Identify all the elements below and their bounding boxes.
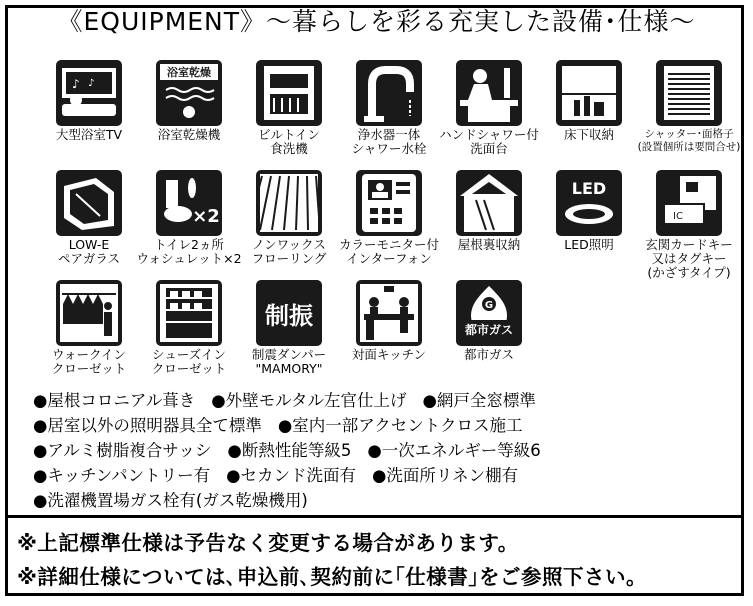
feature-item: ●室内一部アクセントクロス施工 xyxy=(277,416,523,435)
equipment-label xyxy=(34,348,144,376)
shoes-closet-icon xyxy=(156,280,222,346)
faucet-icon xyxy=(356,60,422,126)
equipment-item xyxy=(534,60,644,142)
equipment-label xyxy=(134,238,244,266)
equipment-item xyxy=(134,170,244,266)
note-line-2: ※詳細仕様については､申込前､契約前に｢仕様書｣をご参照下さい。 xyxy=(17,565,648,589)
equipment-item xyxy=(134,60,244,142)
equipment-label xyxy=(34,128,144,142)
shutter-icon xyxy=(656,60,722,126)
page-title: 《EQUIPMENT》〜暮らしを彩る充実した設備･仕様〜 xyxy=(57,7,696,36)
equipment-label-line: インターフォン xyxy=(346,251,432,266)
kitchen-icon xyxy=(356,280,422,346)
equipment-label-line: 対面キッチン xyxy=(351,347,427,362)
equipment-item xyxy=(634,60,744,154)
svg-text:都市ガス: 都市ガス xyxy=(464,323,514,337)
led-light-icon xyxy=(556,170,622,236)
equipment-item xyxy=(34,170,144,266)
feature-item: ●網戸全窓標準 xyxy=(422,391,536,410)
equipment-label-line: 又はタグキー xyxy=(651,251,727,266)
equipment-label-line: (設置個所は要問合せ) xyxy=(637,141,741,153)
equipment-label-line: ビルトイン xyxy=(258,127,320,142)
equipment-label-line: ウォシュレット×2 xyxy=(136,251,242,266)
dishwasher-icon xyxy=(256,60,322,126)
feature-item: ●屋根コロニアル葺き xyxy=(33,391,196,410)
svg-text:×2: ×2 xyxy=(192,206,220,227)
note-line-1: ※上記標準仕様は予告なく変更する場合があります。 xyxy=(17,531,519,555)
card-key-icon xyxy=(656,170,722,236)
svg-text:♪: ♪ xyxy=(88,78,95,89)
svg-text:LED: LED xyxy=(571,179,607,198)
toilet-icon xyxy=(156,170,222,236)
equipment-label-line: 玄関カードキー xyxy=(645,237,733,252)
equipment-label-line: シューズイン xyxy=(152,347,226,362)
intercom-icon xyxy=(356,170,422,236)
feature-item: ●居室以外の照明器具全て標準 xyxy=(33,416,262,435)
equipment-label xyxy=(434,238,544,252)
equipment-item xyxy=(434,60,544,156)
equipment-item xyxy=(534,170,644,252)
equipment-label xyxy=(434,348,544,362)
equipment-label xyxy=(134,128,244,142)
feature-row xyxy=(33,438,733,463)
bathroom-tv-icon xyxy=(56,60,122,126)
equipment-label-line: 屋根裏収納 xyxy=(457,237,521,252)
feature-row xyxy=(33,463,733,488)
equipment-label-line: (かざすタイプ) xyxy=(647,265,731,280)
equipment-item xyxy=(334,60,444,156)
equipment-label xyxy=(234,348,344,376)
washbasin-icon xyxy=(456,60,522,126)
equipment-label xyxy=(334,128,444,156)
equipment-label-line: 洗面台 xyxy=(470,141,508,156)
equipment-label xyxy=(334,348,444,362)
equipment-label xyxy=(634,238,744,280)
feature-row xyxy=(33,488,733,513)
equipment-label xyxy=(534,128,644,142)
equipment-label-line: トイレ2ヵ所 xyxy=(154,237,224,252)
equipment-label-line: カラーモニター付 xyxy=(338,237,439,252)
feature-item: ●キッチンパントリー有 xyxy=(33,466,211,485)
equipment-label xyxy=(534,238,644,252)
equipment-label-line: "MAMORY" xyxy=(255,361,323,376)
equipment-label-line: ハンドシャワー付 xyxy=(439,127,539,142)
svg-text:IC: IC xyxy=(673,211,683,222)
equipment-item xyxy=(234,280,344,376)
equipment-label-line: シャワー水栓 xyxy=(351,141,427,156)
svg-text:♪: ♪ xyxy=(72,77,80,91)
equipment-label xyxy=(434,128,544,156)
equipment-item xyxy=(34,60,144,142)
equipment-label-line: LED照明 xyxy=(564,237,614,252)
equipment-label-line: 大型浴室TV xyxy=(55,127,123,142)
equipment-item xyxy=(334,170,444,266)
equipment-label xyxy=(234,128,344,156)
feature-item: ●洗面所リネン棚有 xyxy=(372,466,519,485)
city-gas-icon xyxy=(456,280,522,346)
equipment-label-line: 床下収納 xyxy=(563,127,614,142)
svg-text:浴室乾燥: 浴室乾燥 xyxy=(167,66,211,79)
equipment-label xyxy=(34,238,144,266)
feature-row xyxy=(33,413,733,438)
flooring-icon xyxy=(256,170,322,236)
equipment-label-line: フローリング xyxy=(251,251,327,266)
equipment-label-line: 浄水器一体 xyxy=(357,127,421,142)
equipment-label-line: ノンワックス xyxy=(252,237,326,252)
damper-icon xyxy=(256,280,322,346)
equipment-label-line: シャッター･面格子 xyxy=(644,128,734,140)
equipment-item xyxy=(434,170,544,252)
feature-item: ●アルミ樹脂複合サッシ xyxy=(33,441,212,460)
feature-item: ●断熱性能等級5 xyxy=(227,441,352,460)
bathroom-dryer-icon xyxy=(156,60,222,126)
equipment-label-line: 浴室乾燥機 xyxy=(157,127,221,142)
equipment-item xyxy=(634,170,744,280)
attic-storage-icon xyxy=(456,170,522,236)
equipment-label xyxy=(334,238,444,266)
feature-item: ●一次エネルギー等級6 xyxy=(367,441,541,460)
equipment-label xyxy=(634,128,744,154)
equipment-label-line: クローゼット xyxy=(51,361,127,376)
equipment-label-line: ウォークイン xyxy=(52,347,126,362)
equipment-item xyxy=(334,280,444,362)
equipment-label-line: クローゼット xyxy=(151,361,227,376)
feature-item: ●外壁モルタル左官仕上げ xyxy=(211,391,407,410)
equipment-label-line: 食洗機 xyxy=(270,141,308,156)
equipment-label-line: LOW-E xyxy=(68,237,110,252)
equipment-item xyxy=(34,280,144,376)
equipment-item xyxy=(434,280,544,362)
feature-row xyxy=(33,388,733,413)
walk-in-closet-icon xyxy=(56,280,122,346)
equipment-label xyxy=(234,238,344,266)
feature-item: ●セカンド洗面有 xyxy=(226,466,356,485)
svg-text:G: G xyxy=(484,300,494,311)
equipment-item xyxy=(134,280,244,376)
divider xyxy=(5,515,744,518)
svg-text:制振: 制振 xyxy=(265,302,313,330)
equipment-label-line: 都市ガス xyxy=(463,347,514,362)
equipment-label-line: ペアガラス xyxy=(57,251,120,266)
equipment-label xyxy=(134,348,244,376)
pair-glass-icon xyxy=(56,170,122,236)
equipment-item xyxy=(234,170,344,266)
feature-item: ●洗濯機置場ガス栓有(ガス乾燥機用) xyxy=(33,491,308,510)
equipment-item xyxy=(234,60,344,156)
underfloor-storage-icon xyxy=(556,60,622,126)
equipment-label-line: 制震ダンパー xyxy=(251,347,327,362)
